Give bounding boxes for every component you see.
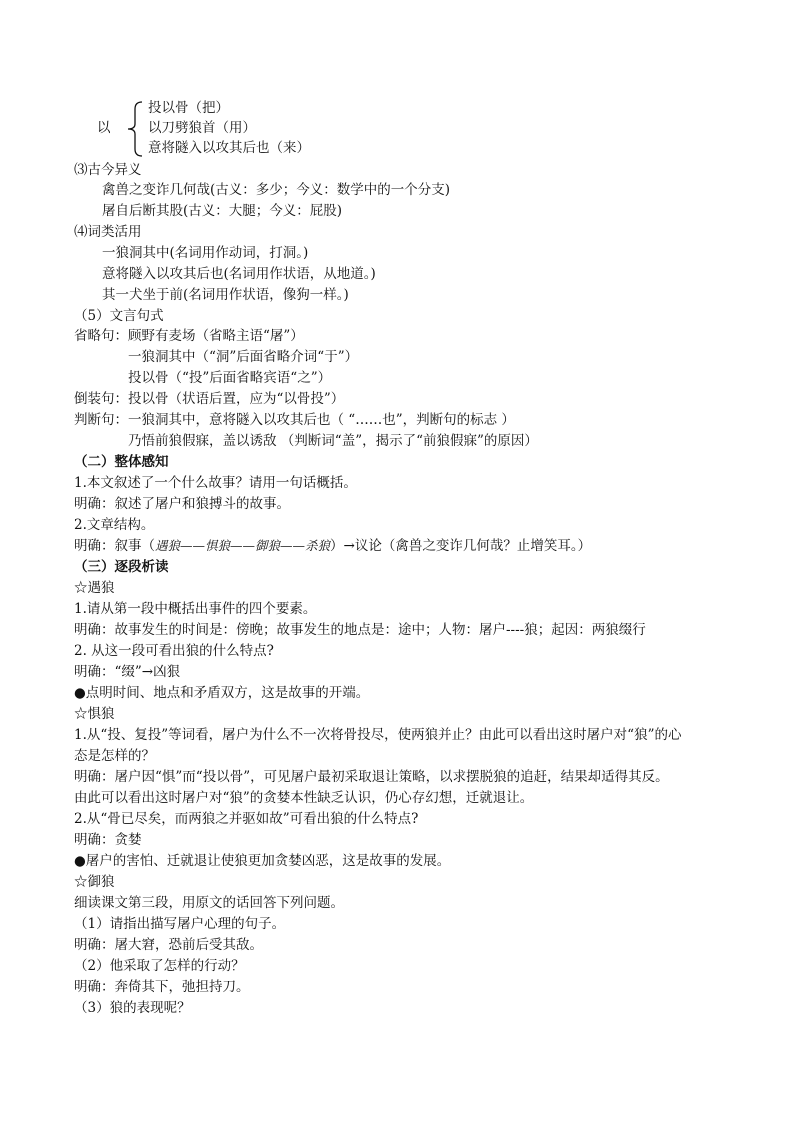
answer: 明确：屠户因“惧”而“投以骨”，可见屠户最初采取退让策略，以求摆脱狼的追赶，结果却适得其反。 <box>74 769 669 785</box>
answer: 明确：贪婪 <box>74 832 142 848</box>
question: （1）请指出描写屠户心理的句子。 <box>74 916 286 932</box>
answer: 由此可以看出这时屠户对“狼”的贪婪本性缺乏认识，仍心存幻想，迁就退让。 <box>74 790 534 806</box>
answer: 明确：叙述了屠户和狼搏斗的故事。 <box>74 496 290 512</box>
brace-item: 以刀劈狼首（用） <box>148 120 256 136</box>
part-heading: （二）整体感知 <box>74 454 169 470</box>
question: 2.从“骨已尽矣，而两狼之并驱如故”可看出狼的什么特点? <box>74 811 419 827</box>
text-line: 倒装句：投以骨（状语后置，应为“以骨投”） <box>74 391 345 407</box>
text-line: 禽兽之变诈几何哉(古义：多少；今义：数学中的一个分支) <box>102 182 451 198</box>
answer-structure <box>74 536 591 556</box>
subsection-title: ☆遇狼 <box>74 580 115 596</box>
section-heading: ⑷词类活用 <box>74 224 142 240</box>
text-line: 乃悟前狼假寐，盖以诱敌 （判断词“盖”，揭示了“前狼假寐”的原因） <box>128 433 538 449</box>
question: 1.从“投、复投”等词看，屠户为什么不一次将骨投尽，使两狼并止？由此可以看出这时屠户对“狼”的心 <box>74 727 682 743</box>
answer-prefix: 明确：叙事（ <box>74 538 155 554</box>
text-line: 判断句：一狼洞其中，意将隧入以攻其后也（ “……也”，判断句的标志 ） <box>74 412 515 428</box>
ellipsis-label: 省略句： <box>74 328 128 344</box>
answer-suffix: ）→议论（禽兽之变诈几何哉？止增笑耳。） <box>330 538 592 554</box>
question: 1.本文叙述了一个什么故事？请用一句话概括。 <box>74 475 357 491</box>
text-line: 一狼洞其中(名词用作动词，打洞。) <box>102 245 309 261</box>
text-line: 屠自后断其股(古义：大腿；今义：屁股) <box>102 203 343 219</box>
text-line: 投以骨（“投”后面省略宾语“之”） <box>128 370 332 386</box>
curly-brace-icon <box>122 100 144 158</box>
question: 2.文章结构。 <box>74 517 155 533</box>
question: （3）狼的表现呢？ <box>74 1000 191 1016</box>
question: 1.请从第一段中概括出事件的四个要素。 <box>74 601 317 617</box>
subsection-title: ☆御狼 <box>74 874 115 890</box>
question: 2. 从这一段可看出狼的什么特点? <box>74 643 274 659</box>
answer: 明确：故事发生的时间是：傍晚；故事发生的地点是：途中；人物：屠户----狼；起因：两狼缀行 <box>74 622 646 638</box>
subsection-title: ☆惧狼 <box>74 706 115 722</box>
note: ●点明时间、地点和矛盾双方，这是故事的开端。 <box>74 685 370 701</box>
structure-sequence: 遇狼——惧狼——御狼——杀狼 <box>155 538 331 553</box>
text-line: 细读课文第三段，用原文的话回答下列问题。 <box>74 895 344 911</box>
text-line: 一狼洞其中（“洞”后面省略介词“于”） <box>128 349 359 365</box>
brace-label: 以 <box>97 120 111 136</box>
section-heading: ⑶古今异义 <box>74 162 142 178</box>
answer: 明确：奔倚其下，弛担持刀。 <box>74 979 250 995</box>
brace-item: 投以骨（把） <box>148 100 229 116</box>
brace-item: 意将隧入以攻其后也（来） <box>148 140 310 156</box>
question: （2）他采取了怎样的行动？ <box>74 958 245 974</box>
note: ●屠户的害怕、迁就退让使狼更加贪婪凶恶，这是故事的发展。 <box>74 853 451 869</box>
question: 态是怎样的？ <box>74 748 155 764</box>
section-heading: （5）文言句式 <box>74 308 164 324</box>
answer: 明确：屠大窘，恐前后受其敌。 <box>74 937 263 953</box>
answer: 明确：“缀”→凶狠 <box>74 664 181 680</box>
text-line: 顾野有麦场（省略主语“屠”） <box>128 328 304 344</box>
text-line: 其一犬坐于前(名词用作状语，像狗一样。) <box>102 287 349 303</box>
part-heading: （三）逐段析读 <box>74 559 169 575</box>
text-line: 意将隧入以攻其后也(名词用作状语，从地道。) <box>102 266 376 282</box>
